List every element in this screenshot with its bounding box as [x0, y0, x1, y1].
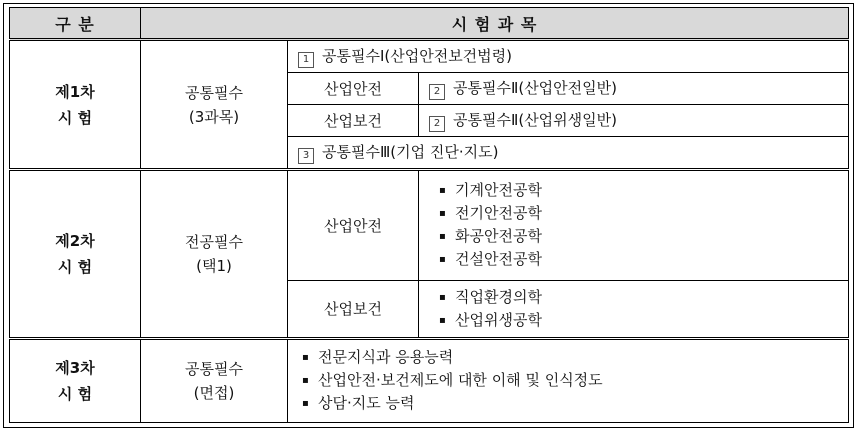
exam3-title [10, 338, 141, 422]
exam1-item2b [419, 105, 849, 137]
exam1-category [141, 40, 288, 170]
exam3-list [288, 338, 849, 422]
exam1-sub1-label: 산업안전 [288, 73, 419, 105]
exam1-item3 [288, 137, 849, 170]
number-box-icon: 2 [429, 116, 445, 132]
exam2-category [141, 170, 288, 338]
exam3-category-line2: (면접) [193, 383, 235, 402]
exam2-health-list [419, 280, 849, 338]
exam1-item3-text: 공통필수Ⅲ(기업 진단·지도) [322, 143, 499, 162]
exam1-item2a-text: 공통필수Ⅱ(산업안전일반) [453, 79, 617, 98]
exam1-category-line1: 공통필수 [185, 83, 243, 102]
exam1-item2a [419, 73, 849, 105]
list-item: ▪ 전문지식과 응용능력 [302, 346, 848, 369]
list-item: ▪ 기계안전공학 [439, 179, 848, 202]
exam2-safety-list [419, 170, 849, 280]
exam1-item2b-text: 공통필수Ⅱ(산업위생일반) [453, 111, 617, 130]
header-category: 구 분 [10, 8, 141, 40]
exam2-category-line2: (택1) [196, 257, 232, 276]
list-item: ▪ 화공안전공학 [439, 225, 848, 248]
exam1-category-line2: (3과목) [188, 107, 240, 126]
exam3-category-line1: 공통필수 [185, 359, 243, 378]
exam-subjects-table [9, 7, 849, 423]
exam1-item1-text: 공통필수Ⅰ(산업안전보건법령) [322, 47, 513, 66]
exam3-row [10, 338, 849, 422]
header-subjects: 시 험 과 목 [141, 8, 849, 40]
number-box-icon: 2 [429, 84, 445, 100]
exam2-category-line1: 전공필수 [185, 233, 243, 252]
list-item: ▪ 전기안전공학 [439, 202, 848, 225]
list-item: ▪ 건설안전공학 [439, 248, 848, 271]
exam3-title-line1: 제3차 [55, 358, 95, 377]
exam3-category [141, 338, 288, 422]
exam3-title-line2: 시 험 [57, 384, 93, 403]
exam2-health-label: 산업보건 [288, 280, 419, 338]
number-box-icon: 3 [298, 148, 314, 164]
exam1-title-line2: 시 험 [57, 108, 93, 127]
header-row [10, 8, 849, 40]
exam2-safety-label: 산업안전 [288, 170, 419, 280]
exam1-item1 [288, 40, 849, 73]
exam1-title-line1: 제1차 [55, 82, 95, 101]
exam2-title-line1: 제2차 [55, 232, 95, 251]
exam1-title [10, 40, 141, 170]
exam2-row-safety [10, 170, 849, 280]
list-item: ▪ 상담·지도 능력 [302, 392, 848, 415]
list-item: ▪ 산업위생공학 [439, 309, 848, 332]
exam1-row-common1 [10, 40, 849, 73]
exam2-title [10, 170, 141, 338]
exam2-title-line2: 시 험 [57, 258, 93, 277]
list-item: ▪ 산업안전·보건제도에 대한 이해 및 인식정도 [302, 369, 848, 392]
exam1-sub2-label: 산업보건 [288, 105, 419, 137]
list-item: ▪ 직업환경의학 [439, 286, 848, 309]
number-box-icon: 1 [298, 52, 314, 68]
